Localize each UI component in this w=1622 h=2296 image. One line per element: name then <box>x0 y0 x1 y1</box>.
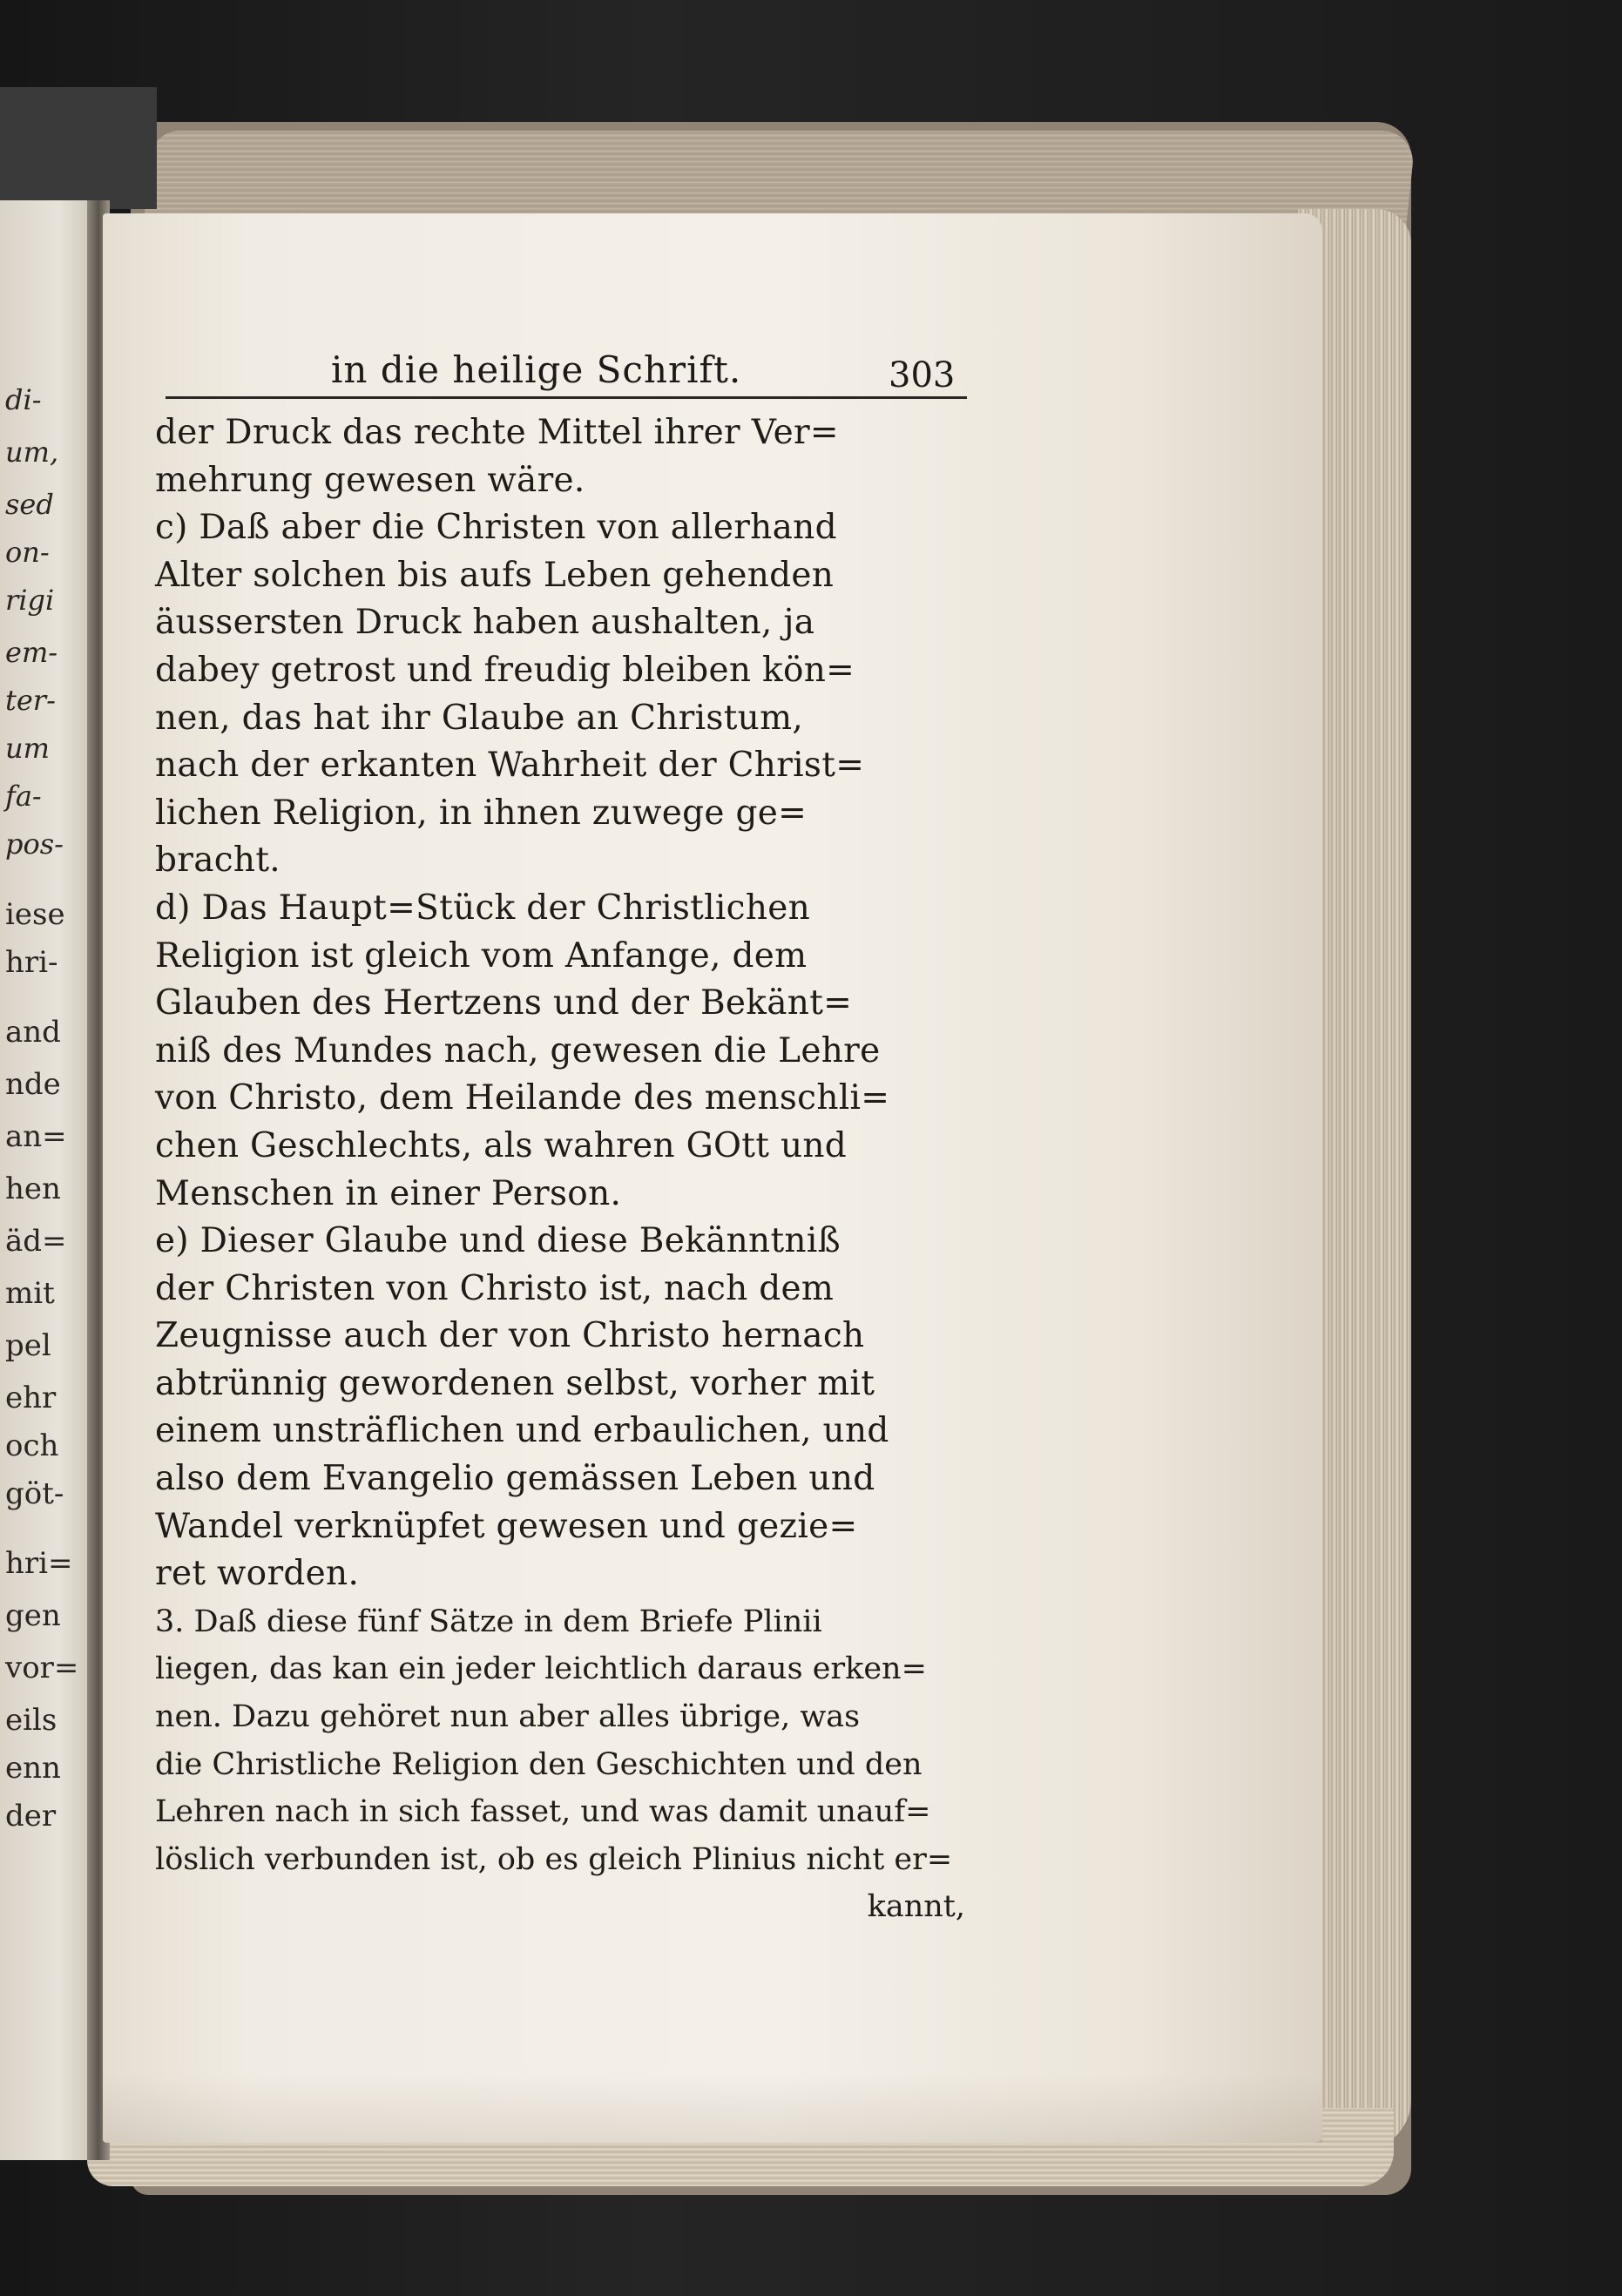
text-line: lichen Religion, in ihnen zuwege ge= <box>155 793 808 833</box>
text-line: einem unsträflichen und erbaulichen, und <box>155 1411 889 1451</box>
text-line: ret worden. <box>155 1554 360 1594</box>
facing-page-fragment: em- <box>5 636 58 669</box>
text-line: der Christen von Christo ist, nach dem <box>155 1268 835 1308</box>
text-line: Lehren nach in sich fasset, und was damit unauf= <box>155 1794 931 1830</box>
facing-page-fragment: and <box>5 1015 61 1050</box>
text-line: löslich verbunden ist, ob es gleich Plinius nicht er= <box>155 1841 953 1877</box>
text-line: c) Daß aber die Christen von allerhand <box>155 508 837 548</box>
text-line: d) Das Haupt=Stück der Christlichen <box>155 888 811 928</box>
text-line: liegen, das kan ein jeder leichtlich daraus erken= <box>155 1651 927 1687</box>
facing-page-fragment: gen <box>5 1598 61 1633</box>
body-text <box>155 409 965 1931</box>
facing-page-fragment: enn <box>5 1751 61 1786</box>
facing-page-fragment: pos- <box>5 827 64 861</box>
facing-page-fragment: iese <box>5 897 65 932</box>
facing-page-fragment: der <box>5 1799 57 1833</box>
running-head <box>331 348 958 401</box>
text-line: abtrünnig gewordenen selbst, vorher mit <box>155 1363 875 1403</box>
facing-page-fragment: pel <box>5 1328 51 1363</box>
text-line: mehrung gewesen wäre. <box>155 460 585 500</box>
facing-page-fragment: an= <box>5 1119 67 1154</box>
facing-page-fragment: hri- <box>5 945 58 980</box>
text-line: nen. Dazu gehöret nun aber alles übrige, was <box>155 1699 861 1735</box>
text-line: dabey getrost und freudig bleiben kön= <box>155 650 855 690</box>
text-line: Alter solchen bis aufs Leben gehenden <box>155 555 835 595</box>
facing-page-fragment: ter- <box>5 684 56 717</box>
text-line: Religion ist gleich vom Anfange, dem <box>155 935 808 976</box>
page-number: 303 <box>889 355 956 395</box>
header-rule <box>166 396 967 399</box>
facing-page-fragment: och <box>5 1428 59 1463</box>
facing-page-fragment: um, <box>5 436 59 469</box>
text-line: die Christliche Religion den Geschichten und den <box>155 1746 923 1782</box>
running-title: in die heilige Schrift. <box>331 348 742 391</box>
text-line: Glauben des Hertzens und der Bekänt= <box>155 983 853 1023</box>
facing-page-fragment: di- <box>5 383 42 416</box>
text-line: e) Dieser Glaube und diese Bekänntniß <box>155 1221 841 1261</box>
facing-page-fragment: hri= <box>5 1546 73 1581</box>
facing-page-fragment: eils <box>5 1703 57 1738</box>
facing-page-fragment: mit <box>5 1276 55 1311</box>
text-line: äussersten Druck haben aushalten, ja <box>155 603 815 643</box>
text-line: Menschen in einer Person. <box>155 1173 622 1213</box>
text-line: Zeugnisse auch der von Christo hernach <box>155 1316 865 1356</box>
facing-page-fragment: on- <box>5 536 50 569</box>
facing-page-fragment: ehr <box>5 1381 57 1415</box>
facing-page-fragment: fa- <box>5 780 42 813</box>
facing-page-fragment: äd= <box>5 1224 67 1259</box>
facing-page-fragment: göt- <box>5 1476 64 1511</box>
text-line: chen Geschlechts, als wahren GOtt und <box>155 1125 848 1165</box>
facing-page-fragment: hen <box>5 1172 61 1206</box>
facing-page-fragment: vor= <box>5 1651 79 1685</box>
text-line: nach der erkanten Wahrheit der Christ= <box>155 746 865 786</box>
facing-page-fragment: rigi <box>5 584 55 617</box>
text-line: nen, das hat ihr Glaube an Christum, <box>155 698 804 738</box>
text-line: von Christo, dem Heilande des menschli= <box>155 1078 890 1118</box>
text-line: also dem Evangelio gemässen Leben und <box>155 1459 875 1499</box>
text-line: bracht. <box>155 841 280 881</box>
text-line: der Druck das rechte Mittel ihrer Ver= <box>155 413 839 452</box>
text-line: kannt, <box>867 1889 965 1925</box>
facing-page-fragment: sed <box>5 488 54 521</box>
page-shadow <box>103 2073 1322 2143</box>
text-line: Wandel verknüpfet gewesen und gezie= <box>155 1506 858 1546</box>
text-line: 3. Daß diese fünf Sätze in dem Briefe Plinii <box>155 1604 822 1639</box>
facing-page-fragment: um <box>5 732 50 765</box>
cover-board <box>0 87 157 209</box>
facing-page-fragment: nde <box>5 1067 61 1102</box>
page-edges-top <box>143 131 1416 226</box>
text-line: niß des Mundes nach, gewesen die Lehre <box>155 1030 881 1070</box>
